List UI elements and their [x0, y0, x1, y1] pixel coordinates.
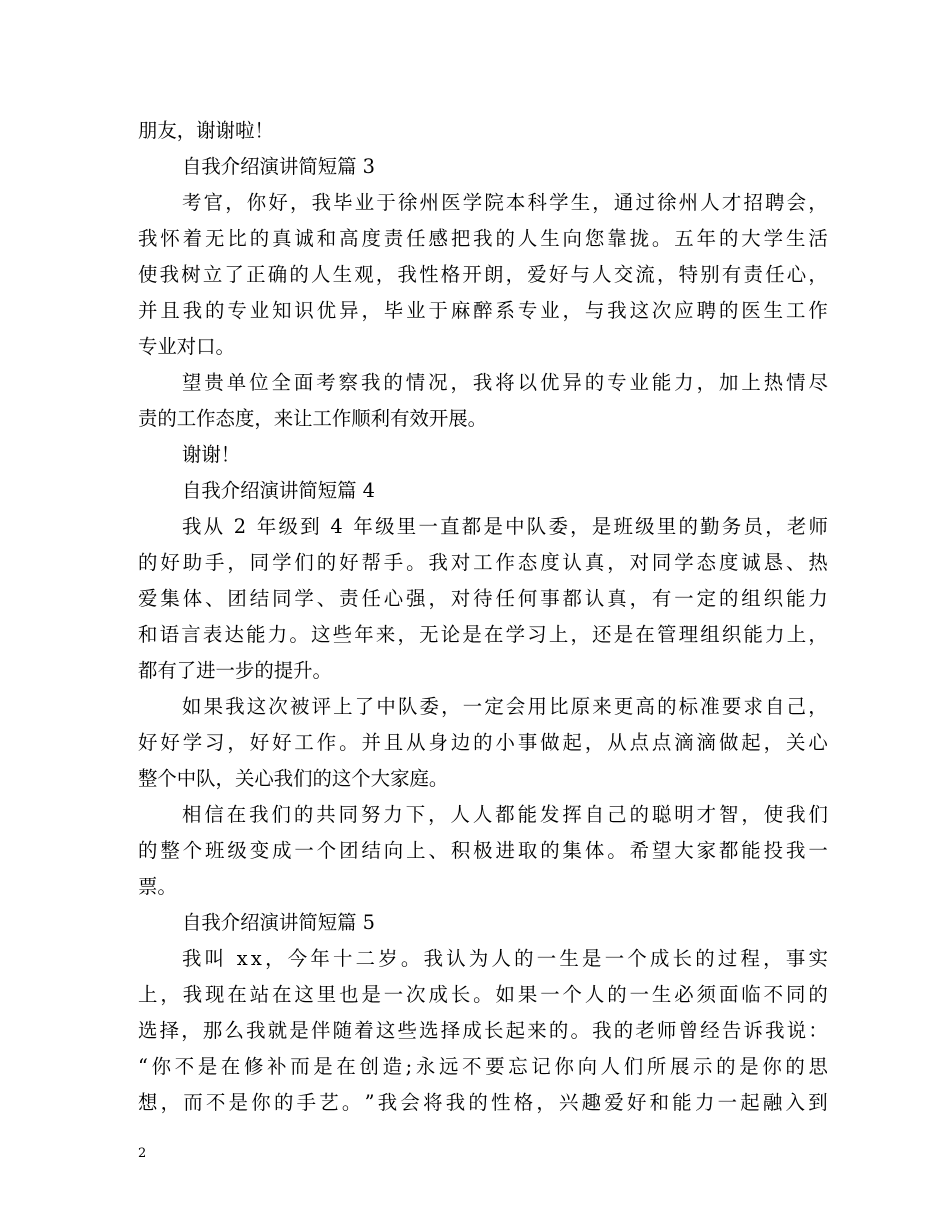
page-number: 2 [138, 1146, 147, 1161]
text-line: 自我介绍演讲简短篇 4 [182, 479, 376, 502]
text-line: 票。 [138, 875, 177, 898]
text-line: 的 好 助 手 ， 同 学 们 的 好 帮 手 。 我 对 工 作 态 度 认 真 ， 对 同 学 态 度 诚 恳 、 热 [138, 551, 828, 574]
text-line: 自我介绍演讲简短篇 5 [182, 911, 376, 934]
text-line: 使 我 树 立 了 正 确 的 人 生 观 ， 我 性 格 开 朗 ， 爱 好 与 人 交 流 ， 特 别 有 责 任 心 ， [138, 263, 828, 286]
text-line: 爱 集 体 、 团 结 同 学 、 责 任 心 强 ， 对 待 任 何 事 都 认 真 ， 有 一 定 的 组 织 能 力 [138, 587, 828, 610]
text-line: 考 官 ， 你 好 ， 我 毕 业 于 徐 州 医 学 院 本 科 学 生 ， 通 过 徐 州 人 才 招 聘 会 ， [182, 191, 828, 214]
text-line: 选 择 ， 那 么 我 就 是 伴 随 着 这 些 选 择 成 长 起 来 的 。 我 的 老 师 曾 经 告 诉 我 说 ： [138, 1019, 828, 1042]
text-line: 如 果 我 这 次 被 评 上 了 中 队 委 ， 一 定 会 用 比 原 来 更 高 的 标 准 要 求 自 己 ， [182, 695, 828, 718]
text-line: 并 且 我 的 专 业 知 识 优 异 ， 毕 业 于 麻 醉 系 专 业 ， 与 我 这 次 应 聘 的 医 生 工 作 [138, 299, 828, 322]
document-body [138, 113, 828, 1121]
text-line: 整个中队，关心我们的这个大家庭。 [138, 767, 449, 790]
text-line: 都有了进一步的提升。 [138, 659, 332, 682]
text-line: 好 好 学 习 ， 好 好 工 作 。 并 且 从 身 边 的 小 事 做 起 ， 从 点 点 滴 滴 做 起 ， 关 心 [138, 731, 828, 754]
text-line: 谢谢！ [182, 443, 241, 466]
text-line: 上 ， 我 现 在 站 在 这 里 也 是 一 次 成 长 。 如 果 一 个 人 的 一 生 必 须 面 临 不 同 的 [138, 983, 828, 1006]
text-line: 朋友，谢谢啦！ [138, 119, 274, 142]
text-line: 相 信 在 我 们 的 共 同 努 力 下 ， 人 人 都 能 发 挥 自 己 的 聪 明 才 智 ， 使 我 们 [182, 803, 828, 826]
text-line: 专业对口。 [138, 335, 235, 358]
text-line: 责的工作态度，来让工作顺利有效开展。 [138, 407, 488, 430]
text-line: 我 叫 x x ， 今 年 十 二 岁 。 我 认 为 人 的 一 生 是 一 个 成 长 的 过 程 ， 事 实 [182, 947, 828, 970]
text-line: 望 贵 单 位 全 面 考 察 我 的 情 况 ， 我 将 以 优 异 的 专 业 能 力 ， 加 上 热 情 尽 [182, 371, 828, 394]
text-line: 和 语 言 表 达 能 力 。 这 些 年 来 ， 无 论 是 在 学 习 上 ， 还 是 在 管 理 组 织 能 力 上 ， [138, 623, 828, 646]
text-line: 我 怀 着 无 比 的 真 诚 和 高 度 责 任 感 把 我 的 人 生 向 您 靠 拢 。 五 年 的 大 学 生 活 [138, 227, 828, 250]
text-line: 自我介绍演讲简短篇 3 [182, 155, 376, 178]
text-line: 想 ， 而 不 是 你 的 手 艺 。 ” 我 会 将 我 的 性 格 ， 兴 趣 爱 好 和 能 力 一 起 融 入 到 [138, 1091, 828, 1114]
text-line: 我 从 2 年 级 到 4 年 级 里 一 直 都 是 中 队 委 ， 是 班 级 里 的 勤 务 员 ， 老 师 [182, 515, 828, 538]
text-line: “ 你 不 是 在 修 补 而 是 在 创 造 ; 永 远 不 要 忘 记 你 向 人 们 所 展 示 的 是 你 的 思 [138, 1055, 828, 1078]
text-line: 的 整 个 班 级 变 成 一 个 团 结 向 上 、 积 极 进 取 的 集 体 。 希 望 大 家 都 能 投 我 一 [138, 839, 828, 862]
